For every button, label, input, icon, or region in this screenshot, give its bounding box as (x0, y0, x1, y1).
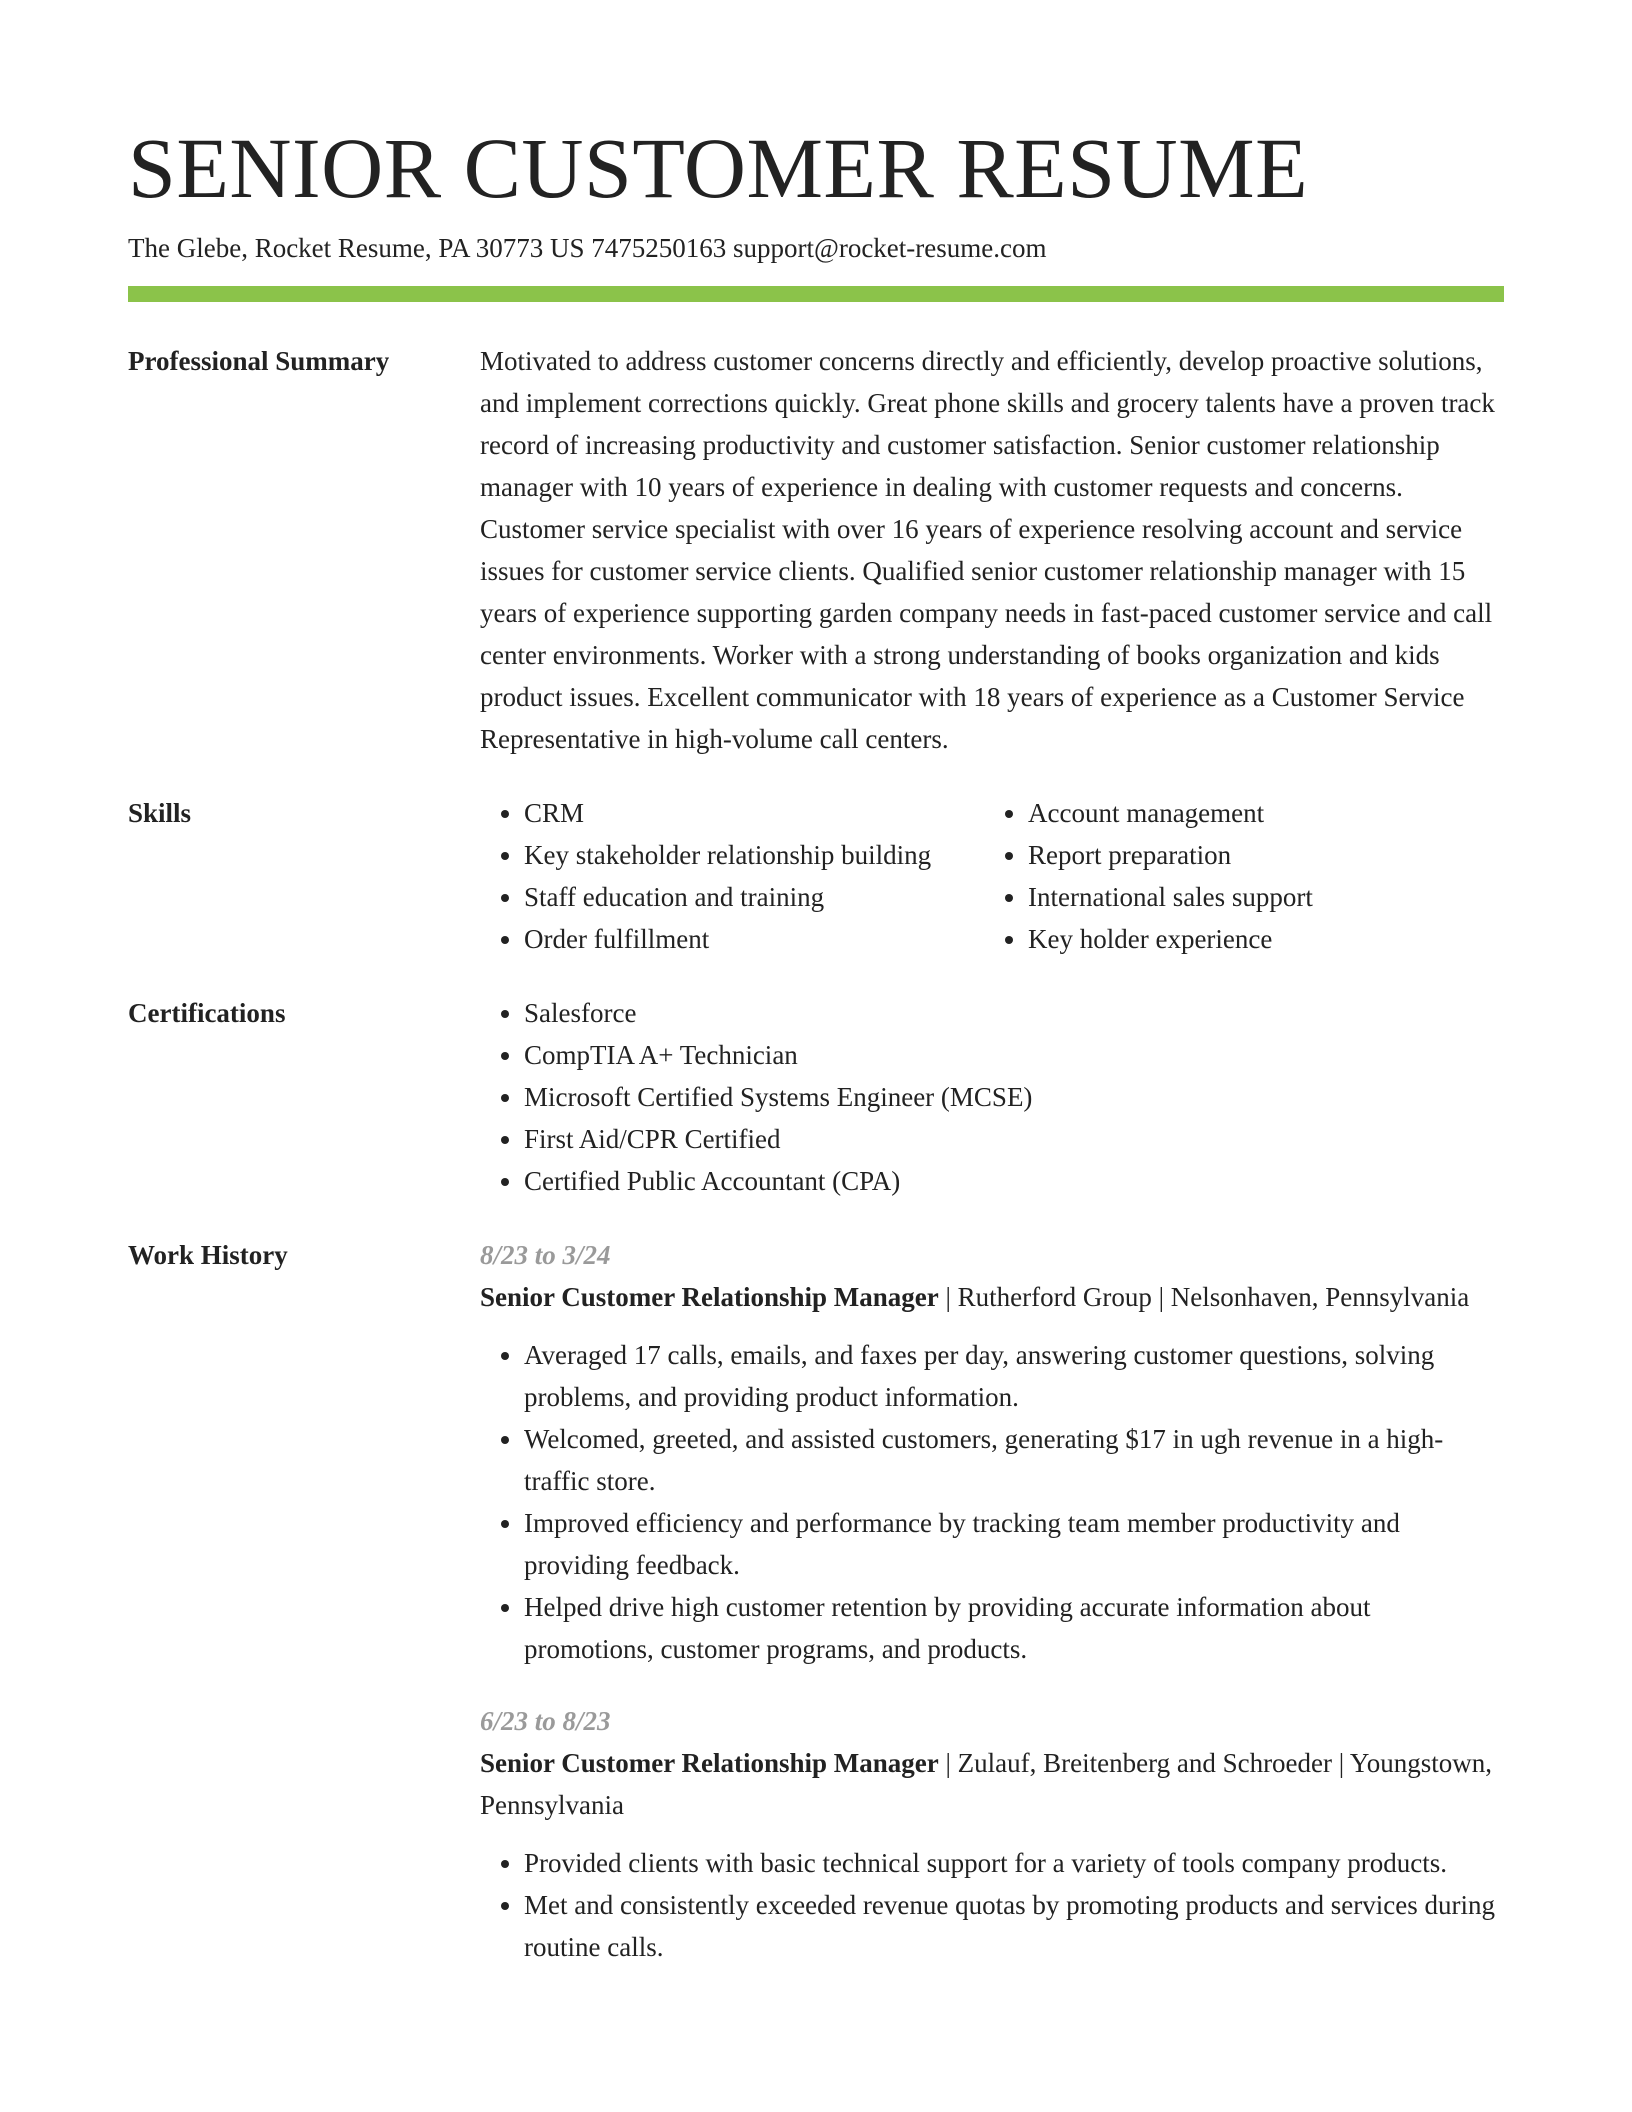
job-bullet: • Averaged 17 calls, emails, and faxes per day, answering customer questions, solving problems, and providing product information. (524, 1334, 1504, 1418)
job-details: | Rutherford Group | Nelsonhaven, Pennsylvania (938, 1282, 1470, 1312)
skill-item: • Key stakeholder relationship building (524, 834, 984, 876)
certification-item: • First Aid/CPR Certified (524, 1118, 1504, 1160)
skill-item: • Report preparation (1028, 834, 1488, 876)
job-bullet: • Helped drive high customer retention by providing accurate information about promotions, customer programs, and products. (524, 1586, 1504, 1670)
job-entry (480, 1234, 1504, 1670)
resume-title: SENIOR CUSTOMER RESUME (128, 120, 1309, 216)
summary-text: Motivated to address customer concerns directly and efficiently, develop proactive solutions, and implement corrections quickly. Great phone skills and grocery talents have a proven track record of increasing productivity and customer satisfaction. Senior customer relationship manager with 10 years of experience in dealing with customer requests and concerns. Customer service specialist with over 16 years of experience resolving account and service issues for customer service clients. Qualified senior customer relationship manager with 15 years of experience supporting garden company needs in fast-paced customer service and call center environments. Worker with a strong understanding of books organization and kids product issues. Excellent communicator with 18 years of experience as a Customer Service Representative in high-volume call centers. (480, 346, 1495, 754)
certification-item: • Microsoft Certified Systems Engineer (MCSE) (524, 1076, 1504, 1118)
job-dates: 8/23 to 3/24 (480, 1240, 611, 1270)
job-bullet: • Met and consistently exceeded revenue quotas by promoting products and services during routine calls. (524, 1884, 1504, 1968)
contact-line: The Glebe, Rocket Resume, PA 30773 US 7475250163 support@rocket-resume.com (128, 233, 1047, 263)
job-entry (480, 1700, 1504, 1968)
certification-item: • Certified Public Accountant (CPA) (524, 1160, 1504, 1202)
job-dates: 6/23 to 8/23 (480, 1706, 611, 1736)
work-history-body (480, 1234, 1504, 1968)
job-heading (480, 1742, 1504, 1826)
job-title: Senior Customer Relationship Manager (480, 1282, 939, 1312)
skills-grid (480, 792, 1504, 960)
work-history-section (128, 1234, 1504, 1968)
job-bullet: • Provided clients with basic technical support for a variety of tools company products. (524, 1842, 1504, 1884)
certification-item: • Salesforce (524, 992, 1504, 1034)
skill-item: • Staff education and training (524, 876, 984, 918)
skill-item: • Order fulfillment (524, 918, 984, 960)
job-details: | Zulauf, Breitenberg and Schroeder | Youngstown, Pennsylvania (480, 1748, 1492, 1820)
skills-column-left (480, 792, 984, 960)
summary-label: Professional Summary (128, 346, 390, 376)
certifications-body (480, 992, 1504, 1202)
job-heading (480, 1276, 1504, 1318)
summary-section (128, 340, 1504, 760)
header-divider (128, 286, 1504, 302)
skill-item: • Account management (1028, 792, 1488, 834)
skills-column-right (984, 792, 1488, 960)
certifications-section (128, 992, 1504, 1202)
skills-section (128, 792, 1504, 960)
skills-label: Skills (128, 798, 192, 828)
certifications-label: Certifications (128, 998, 286, 1028)
skill-item: • CRM (524, 792, 984, 834)
skill-item: • International sales support (1028, 876, 1488, 918)
skill-item: • Key holder experience (1028, 918, 1488, 960)
work-history-label: Work History (128, 1240, 288, 1270)
job-title: Senior Customer Relationship Manager (480, 1748, 939, 1778)
certification-item: • CompTIA A+ Technician (524, 1034, 1504, 1076)
job-bullet: • Improved efficiency and performance by tracking team member productivity and providing feedback. (524, 1502, 1504, 1586)
job-bullet: • Welcomed, greeted, and assisted customers, generating $17 in ugh revenue in a high-traffic store. (524, 1418, 1504, 1502)
